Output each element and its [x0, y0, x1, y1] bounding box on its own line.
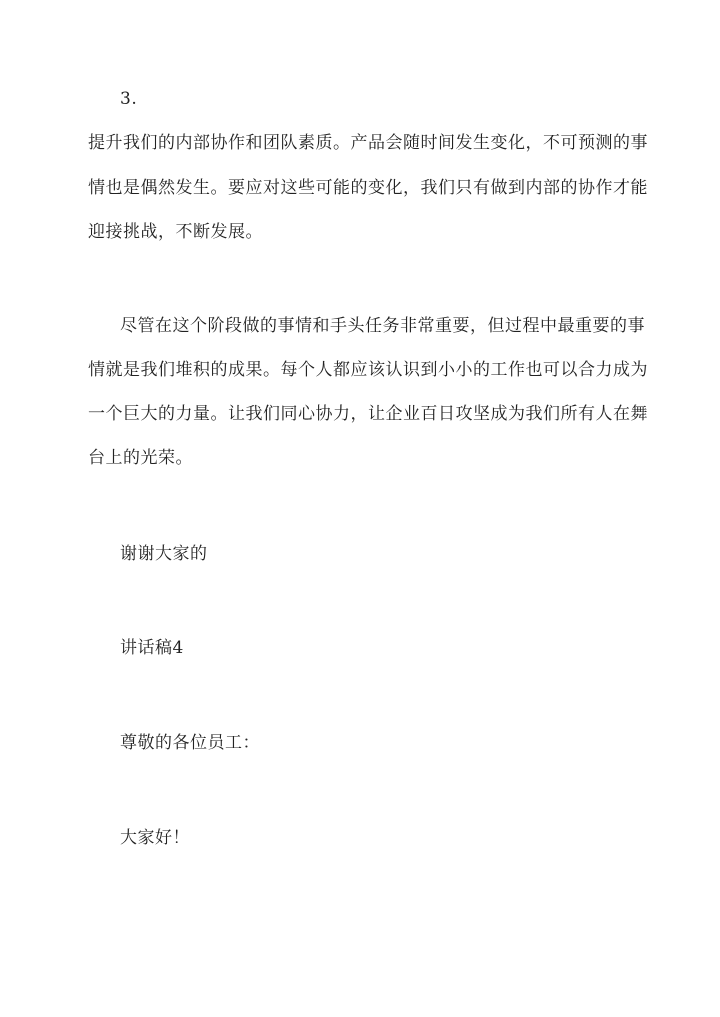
speech-title: 讲话稿4	[120, 638, 184, 658]
paragraph-2-line-1: 尽管在这个阶段做的事情和手头任务非常重要，但过程中最重要的事	[120, 316, 645, 336]
paragraph-1-line-3: 迎接挑战，不断发展。	[88, 222, 263, 242]
greeting: 大家好！	[120, 828, 190, 848]
paragraph-2-line-4: 台上的光荣。	[88, 448, 193, 468]
closing-line: 谢谢大家的	[120, 544, 208, 564]
paragraph-2-line-3: 一个巨大的力量。让我们同心协力，让企业百日攻坚成为我们所有人在舞	[88, 404, 648, 424]
section-number: 3.	[120, 89, 138, 109]
paragraph-1-line-2: 情也是偶然发生。要应对这些可能的变化，我们只有做到内部的协作才能	[88, 178, 648, 198]
paragraph-2-line-2: 情就是我们堆积的成果。每个人都应该认识到小小的工作也可以合力成为	[88, 360, 648, 380]
paragraph-1-line-1: 提升我们的内部协作和团队素质。产品会随时间发生变化，不可预测的事	[88, 133, 648, 153]
salutation: 尊敬的各位员工：	[120, 733, 260, 753]
